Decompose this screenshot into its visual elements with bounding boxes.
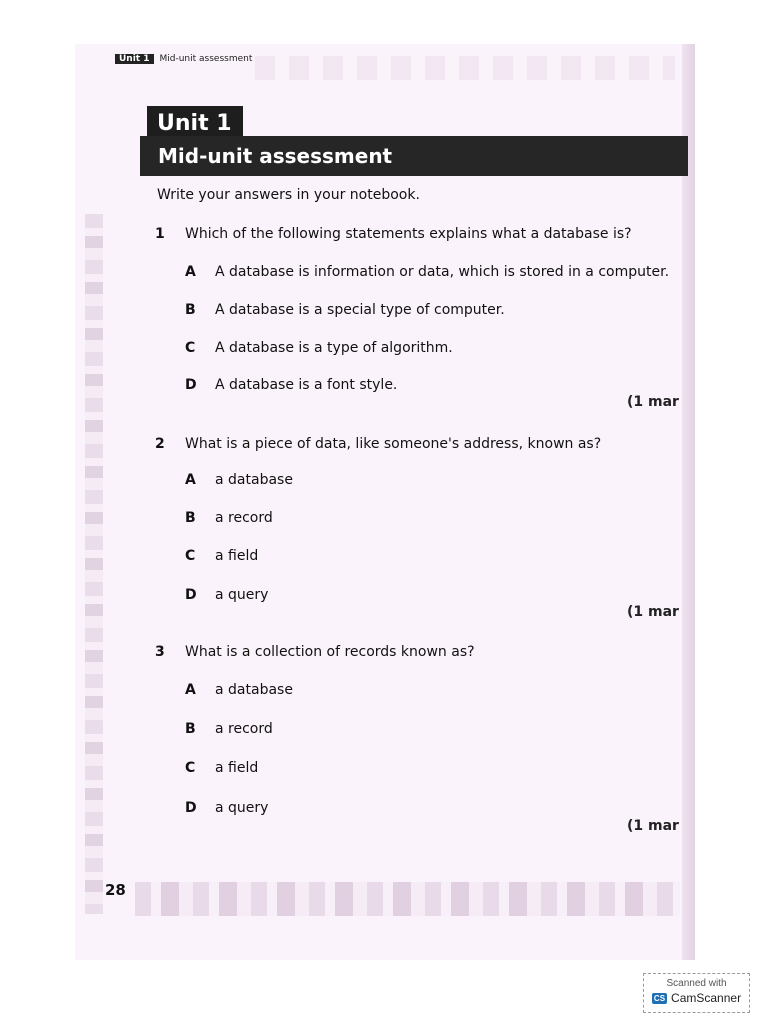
option-letter: A (185, 682, 196, 698)
question-number: 2 (155, 436, 165, 452)
option-letter: C (185, 760, 196, 776)
option-text: a database (215, 472, 293, 488)
question-text: What is a collection of records known as? (185, 644, 475, 660)
page-number: 28 (105, 881, 126, 899)
option-text: a field (215, 548, 259, 564)
question-text: What is a piece of data, like someone's address, known as? (185, 436, 602, 452)
unit-label: Unit 1 (147, 106, 243, 140)
option-text: A database is a type of algorithm. (215, 340, 453, 356)
question-1-marks: (1 mar (627, 394, 679, 410)
option-text: a record (215, 510, 273, 526)
running-header-title: Mid-unit assessment (159, 54, 253, 64)
option-text: a database (215, 682, 293, 698)
option-letter: B (185, 510, 196, 526)
option-letter: C (185, 340, 196, 356)
watermark-caption: Scanned with (666, 978, 727, 989)
watermark-brand: CamScanner (671, 991, 742, 1005)
option-text: a query (215, 800, 269, 816)
option-letter: A (185, 472, 196, 488)
option-letter: A (185, 264, 196, 280)
decorative-pixel-border-left (85, 214, 103, 914)
instructions: Write your answers in your notebook. (157, 187, 420, 203)
option-text: A database is a special type of computer. (215, 302, 505, 318)
running-header-tag: Unit 1 (115, 54, 154, 64)
question-text: Which of the following statements explains what a database is? (185, 226, 632, 242)
watermark-brand-row (644, 991, 749, 1005)
option-text: a field (215, 760, 259, 776)
option-text: A database is information or data, which is stored in a computer. (215, 264, 670, 280)
option-text: a query (215, 587, 269, 603)
question-2-marks: (1 mar (627, 604, 679, 620)
option-letter: D (185, 587, 197, 603)
question-number: 3 (155, 644, 165, 660)
camscanner-watermark (643, 973, 750, 1013)
option-text: a record (215, 721, 273, 737)
document-page (75, 44, 695, 960)
page-title: Mid-unit assessment (140, 136, 688, 176)
question-number: 1 (155, 226, 165, 242)
option-letter: B (185, 302, 196, 318)
option-letter: C (185, 548, 196, 564)
camscanner-logo-icon: CS (653, 993, 666, 1003)
option-letter: D (185, 377, 197, 393)
option-letter: B (185, 721, 196, 737)
option-text: A database is a font style. (215, 377, 398, 393)
question-3-marks: (1 mar (627, 818, 679, 834)
running-header (115, 52, 252, 66)
decorative-pixel-border-top (255, 56, 675, 80)
option-letter: D (185, 800, 197, 816)
decorative-pixel-border-bottom (135, 882, 680, 916)
